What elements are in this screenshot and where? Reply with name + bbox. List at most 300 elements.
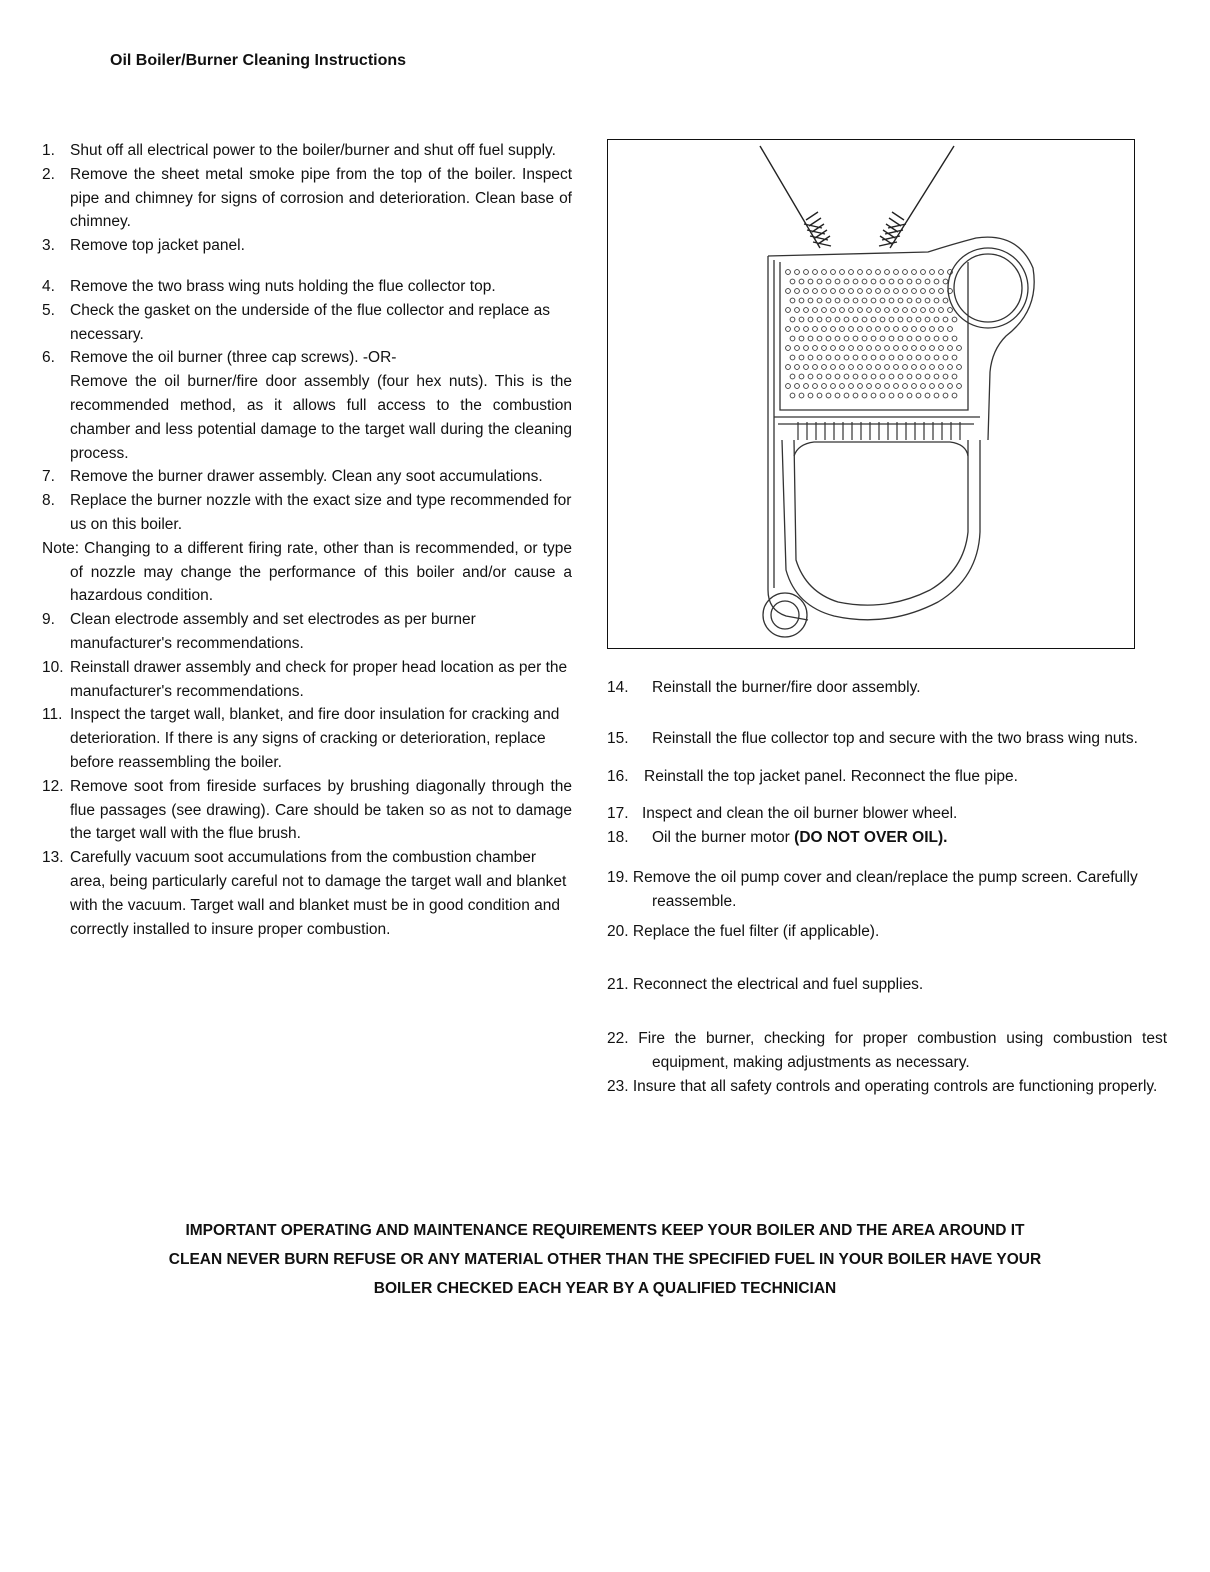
flue-pin <box>898 355 903 360</box>
step-number: 14. <box>607 679 629 696</box>
flue-pin <box>939 365 944 370</box>
flue-pin <box>808 374 813 379</box>
step-number: 16. <box>607 767 629 785</box>
flue-pin <box>930 289 935 294</box>
flue-pin <box>840 346 845 351</box>
flue-pin <box>912 384 917 389</box>
flue-pin <box>952 393 957 398</box>
flue-pin <box>853 355 858 360</box>
flue-pin <box>844 298 849 303</box>
step-16 <box>607 765 1167 789</box>
flue-pin <box>957 346 962 351</box>
flue-pin <box>844 336 849 341</box>
flue-pin <box>822 384 827 389</box>
flue-pin <box>858 365 863 370</box>
flue-pin <box>808 298 813 303</box>
flue-pin <box>804 365 809 370</box>
step-text: Reinstall the top jacket panel. Reconnect the flue pipe. <box>644 767 1018 785</box>
flue-brush-left-icon <box>760 146 831 248</box>
flue-pin <box>880 393 885 398</box>
flue-pin <box>943 298 948 303</box>
flue-pin <box>889 393 894 398</box>
flue-pin <box>849 308 854 313</box>
flue-pin <box>907 279 912 284</box>
flue-pin <box>871 355 876 360</box>
flue-pin <box>921 346 926 351</box>
step-text: Remove the sheet metal smoke pipe from the top of the boiler. Inspect pipe and chimney for signs of corrosion and deterioration. Clean base of chimney. <box>70 165 572 231</box>
flue-pin <box>921 308 926 313</box>
flue-pin <box>813 270 818 275</box>
flue-pin <box>817 317 822 322</box>
flue-pin <box>853 374 858 379</box>
flue-pin <box>885 384 890 389</box>
flue-pin <box>849 365 854 370</box>
flue-pin <box>898 374 903 379</box>
flue-pin <box>934 355 939 360</box>
flue-pin <box>835 393 840 398</box>
flue-pin <box>795 327 800 332</box>
flue-pin <box>786 308 791 313</box>
step-number: 6. <box>42 349 55 367</box>
flue-pin <box>880 279 885 284</box>
flue-pin <box>871 336 876 341</box>
flue-pin <box>831 308 836 313</box>
step-number: 5. <box>42 301 55 319</box>
flue-pin <box>849 289 854 294</box>
flue-pin <box>786 270 791 275</box>
step-3 <box>42 234 572 258</box>
flue-pin <box>835 374 840 379</box>
flue-pin <box>844 355 849 360</box>
flue-pin <box>894 327 899 332</box>
flue-pin <box>894 365 899 370</box>
flue-pin <box>912 270 917 275</box>
step-19 <box>607 866 1167 914</box>
flue-pin <box>943 374 948 379</box>
step-13 <box>42 846 572 941</box>
flue-pin <box>894 270 899 275</box>
flue-pin <box>844 317 849 322</box>
flue-pin <box>871 393 876 398</box>
step-number: 8. <box>42 492 55 510</box>
flue-pin <box>795 365 800 370</box>
flue-pin <box>831 327 836 332</box>
flue-pin <box>943 355 948 360</box>
step-text: Remove the two brass wing nuts holding the flue collector top. <box>70 277 496 295</box>
flue-pin <box>876 270 881 275</box>
step-text: Reinstall drawer assembly and check for proper head location as per the manufacturer's recommendations. <box>70 658 568 700</box>
flue-pin <box>831 365 836 370</box>
flue-pin <box>822 289 827 294</box>
maintenance-requirements-banner <box>60 1216 1150 1303</box>
flue-pin <box>799 393 804 398</box>
flue-pin <box>930 365 935 370</box>
step-number: 3. <box>42 237 55 255</box>
flue-pin <box>952 374 957 379</box>
flue-pin <box>907 393 912 398</box>
flue-pin <box>786 365 791 370</box>
flue-pin <box>808 355 813 360</box>
step-7 <box>42 465 572 489</box>
flue-pin <box>876 289 881 294</box>
step-4 <box>42 275 572 299</box>
flue-pin <box>885 289 890 294</box>
step-number: 19. <box>607 868 629 886</box>
flue-pin <box>826 374 831 379</box>
flue-pin <box>867 384 872 389</box>
flue-pin <box>853 279 858 284</box>
flue-pin <box>808 317 813 322</box>
flue-pin <box>903 327 908 332</box>
flue-pin <box>831 384 836 389</box>
step-text: Oil the burner motor <box>652 829 795 847</box>
flue-pin <box>925 298 930 303</box>
flue-pin <box>840 289 845 294</box>
flue-pin <box>921 270 926 275</box>
step-text: Inspect the target wall, blanket, and fire door insulation for cracking and deterioration. If there is any signs of cracking or deterioration, replace before reassembling the boiler. <box>70 706 560 771</box>
flue-pin <box>880 336 885 341</box>
flue-pin <box>939 289 944 294</box>
flue-pin <box>795 289 800 294</box>
flue-pin <box>907 298 912 303</box>
flue-pin <box>831 289 836 294</box>
flue-pin <box>939 270 944 275</box>
flue-pin <box>871 298 876 303</box>
step-22 <box>607 1027 1167 1075</box>
flue-pin <box>799 317 804 322</box>
flue-pin <box>862 336 867 341</box>
flue-pin <box>903 365 908 370</box>
footer-line-1: IMPORTANT OPERATING AND MAINTENANCE REQUIREMENTS KEEP YOUR BOILER AND THE AREA AROUND IT <box>185 1222 1025 1239</box>
flue-pin <box>903 289 908 294</box>
flue-pin <box>799 374 804 379</box>
flue-pin <box>889 279 894 284</box>
left-column <box>42 139 572 941</box>
flue-pin <box>876 365 881 370</box>
flue-pin <box>916 355 921 360</box>
flue-pin <box>804 289 809 294</box>
flue-pin <box>903 384 908 389</box>
flue-pin <box>817 355 822 360</box>
flue-pin <box>817 336 822 341</box>
flue-pin <box>898 279 903 284</box>
flue-pin <box>916 279 921 284</box>
flue-pin <box>790 393 795 398</box>
note: Note: Changing to a different firing rate, other than is recommended, or type of nozzle may change the performance of this boiler and/or cause a hazardous condition. <box>42 539 572 605</box>
flue-pin <box>907 317 912 322</box>
flue-pin <box>880 374 885 379</box>
flue-pin <box>808 279 813 284</box>
flue-pin <box>849 384 854 389</box>
step-text: Replace the fuel filter (if applicable). <box>632 922 880 940</box>
step-number: 1. <box>42 142 55 159</box>
step-number: 9. <box>42 611 55 629</box>
flue-pin <box>943 336 948 341</box>
step-17 <box>607 802 1167 826</box>
step-21 <box>607 973 1167 997</box>
step-18 <box>607 826 1167 850</box>
flue-pin <box>840 365 845 370</box>
flue-pin <box>916 336 921 341</box>
flue-pin <box>876 308 881 313</box>
step-6 <box>42 346 572 465</box>
flue-pin <box>786 384 791 389</box>
flue-pin <box>835 336 840 341</box>
flue-pin <box>930 327 935 332</box>
flue-pin <box>813 384 818 389</box>
flue-pin <box>867 270 872 275</box>
flue-pin <box>862 298 867 303</box>
flue-pin <box>880 298 885 303</box>
flue-pin <box>817 279 822 284</box>
flue-pin <box>804 308 809 313</box>
flue-pin <box>853 393 858 398</box>
flue-pin <box>826 298 831 303</box>
flue-pin <box>948 384 953 389</box>
flue-pin <box>840 308 845 313</box>
flue-pin <box>930 346 935 351</box>
flue-pin <box>795 384 800 389</box>
flue-pin <box>862 355 867 360</box>
flue-pin <box>817 393 822 398</box>
step-text: Clean electrode assembly and set electrodes as per burner manufacturer's recommendations. <box>70 611 476 652</box>
step-text: Reinstall the flue collector top and secure with the two brass wing nuts. <box>652 729 1138 747</box>
flue-pin <box>844 393 849 398</box>
flue-pin <box>903 270 908 275</box>
flue-pin <box>889 336 894 341</box>
flue-pin <box>835 355 840 360</box>
flue-pin <box>853 298 858 303</box>
flue-pin <box>822 327 827 332</box>
flue-pin <box>898 317 903 322</box>
flue-pin <box>930 308 935 313</box>
flue-pin <box>934 298 939 303</box>
flue-pin <box>790 355 795 360</box>
step-text: Check the gasket on the underside of the flue collector and replace as necessary. <box>70 301 550 343</box>
flue-pin <box>885 308 890 313</box>
flue-pin <box>925 336 930 341</box>
do-not-over-oil-warning: (DO NOT OVER OIL). <box>794 829 948 847</box>
flue-pin <box>795 270 800 275</box>
flue-pin <box>862 279 867 284</box>
flue-pin <box>889 374 894 379</box>
step-text: Remove the burner drawer assembly. Clean any soot accumulations. <box>70 468 543 486</box>
flue-pin <box>934 279 939 284</box>
flue-pin <box>912 346 917 351</box>
flue-pin <box>822 346 827 351</box>
flue-pin <box>876 346 881 351</box>
flue-pin <box>921 327 926 332</box>
flue-pin <box>844 374 849 379</box>
flue-pin <box>804 346 809 351</box>
flue-pin <box>867 365 872 370</box>
flue-pin <box>795 308 800 313</box>
boiler-section-drawing <box>608 140 1136 650</box>
step-number: 4. <box>42 277 55 295</box>
step-text: Fire the burner, checking for proper combustion using combustion test equipment, making adjustments as necessary. <box>638 1030 1167 1071</box>
step-8 <box>42 489 572 537</box>
flue-pin <box>894 308 899 313</box>
flue-pin <box>889 355 894 360</box>
flue-pin <box>862 374 867 379</box>
flue-pin <box>952 355 957 360</box>
step-9 <box>42 608 572 656</box>
flue-pin <box>925 374 930 379</box>
flue-pin <box>867 289 872 294</box>
flue-pin <box>957 384 962 389</box>
flue-pin <box>831 270 836 275</box>
step-10 <box>42 656 572 704</box>
flue-pin <box>813 346 818 351</box>
flue-pin <box>894 289 899 294</box>
step-number: 2. <box>42 165 55 183</box>
footer-line-3: BOILER CHECKED EACH YEAR BY A QUALIFIED TECHNICIAN <box>373 1280 837 1297</box>
step-14 <box>607 676 1167 700</box>
flue-pin <box>943 393 948 398</box>
right-column <box>607 676 1167 1099</box>
flue-pin <box>948 346 953 351</box>
flue-pin <box>849 346 854 351</box>
flue-pin <box>925 279 930 284</box>
step-number: 7. <box>42 468 55 486</box>
footer-line-2: CLEAN NEVER BURN REFUSE OR ANY MATERIAL OTHER THAN THE SPECIFIED FUEL IN YOUR BOILER HAVE YOUR <box>168 1251 1042 1268</box>
flue-pin <box>957 365 962 370</box>
flue-pin <box>916 317 921 322</box>
flue-pin <box>930 384 935 389</box>
flue-pin <box>876 327 881 332</box>
step-20 <box>607 920 1167 944</box>
flue-pin <box>858 384 863 389</box>
flue-pin <box>871 317 876 322</box>
flue-pin <box>912 308 917 313</box>
flue-pin <box>907 355 912 360</box>
step-11 <box>42 703 572 774</box>
flue-pin <box>826 336 831 341</box>
flue-pin <box>799 298 804 303</box>
flue-pin <box>939 384 944 389</box>
flue-pin <box>898 298 903 303</box>
step-text: Inspect and clean the oil burner blower wheel. <box>642 805 958 823</box>
flue-pin <box>889 317 894 322</box>
flue-pin <box>903 308 908 313</box>
flue-pin <box>822 308 827 313</box>
step-text: Remove soot from fireside surfaces by brushing diagonally through the flue passages (see drawing). Care should be taken so as not to damage the target wall with the flue brush. <box>70 777 572 843</box>
flue-pin <box>790 374 795 379</box>
step-text: Carefully vacuum soot accumulations from the combustion chamber area, being particularly careful not to damage the target wall and blanket with the vacuum. Target wall and blanket must be in good condition and correctly installed to insure proper combustion. <box>70 849 567 938</box>
flue-pin <box>867 346 872 351</box>
step-text: Insure that all safety controls and operating controls are functioning properly. <box>632 1077 1158 1095</box>
flue-pin <box>912 365 917 370</box>
step-2 <box>42 163 572 234</box>
flue-pin <box>885 365 890 370</box>
flue-pin <box>939 346 944 351</box>
step-text: Remove the oil pump cover and clean/replace the pump screen. Carefully reassemble. <box>632 868 1138 910</box>
flue-pin <box>867 308 872 313</box>
flue-pin <box>898 393 903 398</box>
boiler-section-outline <box>763 237 1034 637</box>
flue-pin <box>871 279 876 284</box>
flue-pin <box>822 270 827 275</box>
flue-pin <box>885 346 890 351</box>
flue-pin <box>903 346 908 351</box>
flue-pin <box>948 327 953 332</box>
flue-pin <box>826 317 831 322</box>
flue-pin <box>952 336 957 341</box>
step-number: 18. <box>607 829 629 847</box>
flue-pin <box>817 374 822 379</box>
step-text: Remove the oil burner (three cap screws). -OR- <box>70 349 397 367</box>
step-23 <box>607 1075 1167 1099</box>
flue-pin <box>808 336 813 341</box>
flue-pin <box>916 374 921 379</box>
flue-pin <box>912 327 917 332</box>
step-text: Replace the burner nozzle with the exact size and type recommended for us on this boiler. <box>70 492 572 533</box>
flue-pin <box>948 365 953 370</box>
flue-pin <box>804 270 809 275</box>
flue-pin <box>853 336 858 341</box>
step-number: 20. <box>607 922 629 940</box>
flue-pin <box>934 374 939 379</box>
step-number: 11. <box>42 706 63 724</box>
flue-pin <box>885 270 890 275</box>
flue-pin <box>912 289 917 294</box>
flue-pin <box>867 327 872 332</box>
flue-pin <box>804 327 809 332</box>
flue-pin <box>840 270 845 275</box>
flue-pin <box>898 336 903 341</box>
flue-pin <box>826 355 831 360</box>
flue-pin <box>858 346 863 351</box>
flue-pin <box>894 346 899 351</box>
flue-pin <box>849 270 854 275</box>
flue-pin <box>858 308 863 313</box>
flue-pin <box>817 298 822 303</box>
step-text: Remove top jacket panel. <box>70 237 245 255</box>
flue-pin <box>934 393 939 398</box>
flue-pin <box>862 393 867 398</box>
flue-pin <box>808 393 813 398</box>
flue-pin <box>858 327 863 332</box>
flue-pin <box>840 327 845 332</box>
step-number: 21. <box>607 976 629 994</box>
flue-pin <box>943 317 948 322</box>
flue-pin <box>826 279 831 284</box>
flue-pin <box>921 289 926 294</box>
flue-pin <box>786 346 791 351</box>
flue-passage-pins <box>786 270 962 398</box>
flue-pin <box>871 374 876 379</box>
flue-pin <box>799 355 804 360</box>
flue-pin <box>858 289 863 294</box>
flue-pin <box>880 355 885 360</box>
flue-pin <box>907 374 912 379</box>
flue-pin <box>925 393 930 398</box>
flue-pin <box>844 279 849 284</box>
flue-pin <box>790 317 795 322</box>
flue-pin <box>916 393 921 398</box>
step-number: 22. <box>607 1030 629 1048</box>
flue-pin <box>853 317 858 322</box>
step-5 <box>42 299 572 347</box>
flue-pin <box>939 327 944 332</box>
flue-pin <box>786 327 791 332</box>
flue-pin <box>813 308 818 313</box>
step-number: 23. <box>607 1077 629 1095</box>
page-title: Oil Boiler/Burner Cleaning Instructions <box>110 52 407 69</box>
flue-pin <box>790 298 795 303</box>
flue-pin <box>925 317 930 322</box>
flue-pin <box>835 317 840 322</box>
